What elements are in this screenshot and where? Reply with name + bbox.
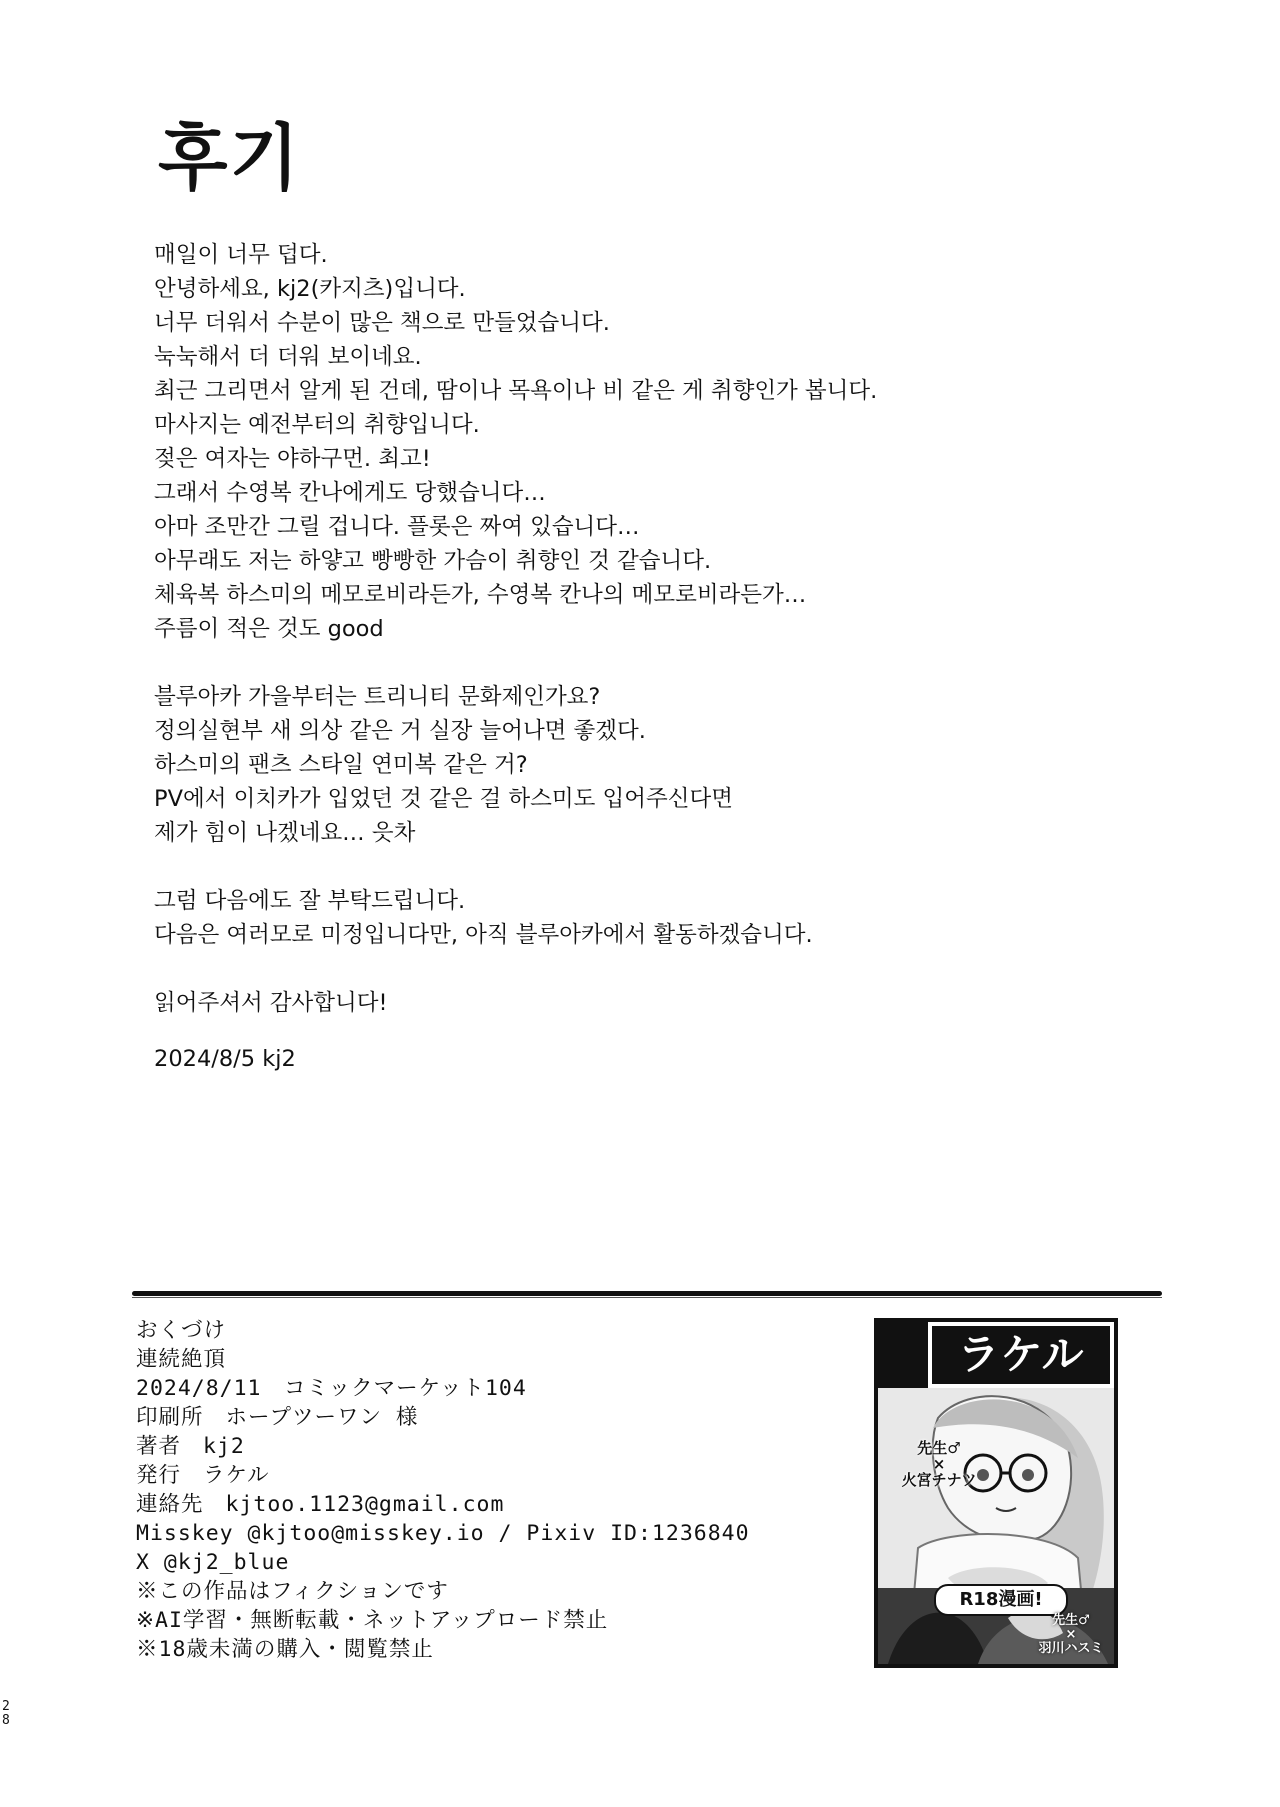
publisher-row <box>136 1461 856 1490</box>
cover-label-hasumi: 先生♂ × 羽川ハスミ <box>1038 1613 1104 1656</box>
afterword-body <box>154 238 1134 1020</box>
page-title: 후기 <box>158 116 302 200</box>
author-value: kj2 <box>203 1434 245 1459</box>
author-label: 著者 <box>136 1434 182 1459</box>
cover-black-block <box>878 1322 928 1388</box>
social-accounts: Misskey @kjtoo@misskey.io / Pixiv ID:1236840 <box>136 1521 750 1546</box>
afterword-line: 그럼 다음에도 잘 부탁드립니다. <box>154 888 466 914</box>
x-account: X @kj2_blue <box>136 1550 290 1575</box>
afterword-line: 너무 더워서 수분이 많은 책으로 만들었습니다. <box>154 310 610 336</box>
page-number <box>2 1700 10 1728</box>
afterword-line: 아무래도 저는 하얗고 빵빵한 가슴이 취향인 것 같습니다. <box>154 548 712 574</box>
cover-r18-badge: R18漫画! <box>934 1584 1068 1616</box>
author-row <box>136 1432 856 1461</box>
cover-title: ラケル <box>932 1326 1110 1384</box>
printer-value: ホープツーワン 様 <box>225 1405 419 1430</box>
afterword-line: 아마 조만간 그릴 겁니다. 플롯은 짜여 있습니다… <box>154 514 640 540</box>
afterword-line: 매일이 너무 덥다. <box>154 242 328 268</box>
afterword-line: 젖은 여자는 야하구먼. 최고! <box>154 446 431 472</box>
fiction-note: ※この作品はフィクションです <box>136 1579 449 1604</box>
printer-row <box>136 1403 856 1432</box>
afterword-line: PV에서 이치카가 입었던 것 같은 걸 하스미도 입어주신다면 <box>154 786 733 812</box>
page-number-digit: 8 <box>2 1713 10 1728</box>
age-restriction-note: ※18歳未満の購入・閲覧禁止 <box>136 1637 434 1662</box>
cover-header <box>878 1322 1114 1391</box>
ai-repost-note: ※AI学習・無断転載・ネットアップロード禁止 <box>136 1608 609 1633</box>
afterword-line: 체육복 하스미의 메모로비라든가, 수영복 칸나의 메모로비라든가… <box>154 582 807 608</box>
contact-label: 連絡先 <box>136 1492 204 1517</box>
afterword-line: 안녕하세요, kj2(카지츠)입니다. <box>154 276 466 302</box>
cover-label-chinatsu: 先生♂ × 火宮チナツ <box>901 1439 977 1489</box>
book-title: 連続絶頂 <box>136 1347 227 1372</box>
afterword-line: 하스미의 팬츠 스타일 연미복 같은 거? <box>154 752 528 778</box>
paragraph-gap <box>154 646 1134 680</box>
page-number-digit: 2 <box>2 1699 10 1714</box>
afterword-line: 눅눅해서 더 더워 보이네요. <box>154 344 422 370</box>
colophon-heading: おくづけ <box>136 1318 227 1343</box>
printer-label: 印刷所 <box>136 1405 204 1430</box>
contact-row <box>136 1490 856 1519</box>
afterword-line: 정의실현부 새 의상 같은 거 실장 늘어나면 좋겠다. <box>154 718 646 744</box>
signature: 2024/8/5 kj2 <box>154 1046 296 1072</box>
divider <box>132 1291 1162 1296</box>
afterword-line: 그래서 수영복 칸나에게도 당했습니다… <box>154 480 546 506</box>
afterword-line: 주름이 적은 것도 good <box>154 616 384 642</box>
afterword-line: 블루아카 가을부터는 트리니티 문화제인가요? <box>154 684 601 710</box>
cover-thumbnail <box>874 1318 1118 1668</box>
publisher-value: ラケル <box>203 1463 270 1488</box>
paragraph-gap <box>154 850 1134 884</box>
date-event: 2024/8/11 コミックマーケット104 <box>136 1376 527 1401</box>
afterword-line: 최근 그리면서 알게 된 건데, 땀이나 목욕이나 비 같은 게 취향인가 봅니다. <box>154 378 878 404</box>
contact-email: kjtoo.1123@gmail.com <box>225 1492 505 1517</box>
publisher-label: 発行 <box>136 1463 182 1488</box>
paragraph-gap <box>154 952 1134 986</box>
afterword-line: 다음은 여러모로 미정입니다만, 아직 블루아카에서 활동하겠습니다. <box>154 922 813 948</box>
afterword-line: 읽어주셔서 감사합니다! <box>154 990 388 1016</box>
colophon <box>136 1316 856 1664</box>
afterword-line: 제가 힘이 나겠네요… 읏차 <box>154 820 416 846</box>
afterword-line: 마사지는 예전부터의 취향입니다. <box>154 412 480 438</box>
